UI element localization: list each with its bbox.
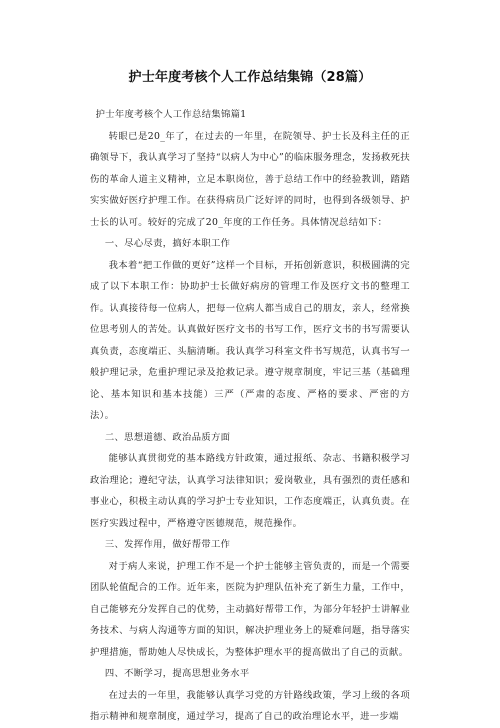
body-paragraph: 对于病人来说，护理工作不是一个护士能够主管负责的，而是一个需要团队轮值配合的工作。近年来，医院为护理队伍补充了新生力量，工作中，自己能够充分发挥自己的优势，主动搞好帮带工作，为部分年轻护士讲解业务技术、与病人沟通等方面的知识，解决护理业务上的疑难问题，指导落实护理措施，帮助她人尽快成长，为整体护理水平的提高做出了自己的贡献。	[90, 560, 410, 658]
document-body	[90, 104, 410, 728]
section-heading: 二、思想道德、政治品质方面	[104, 431, 231, 443]
section-heading: 四、不断学习，提高思想业务水平	[104, 668, 250, 679]
body-paragraph: 在过去的一年里，我能够认真学习党的方针路线政策，学习上级的各项指示精神和规章制度，通过学习，提高了自己的政治理论水平，进一步端	[90, 689, 410, 722]
document-title: 护士年度考核个人工作总结集锦（28篇）	[128, 70, 372, 85]
article-heading: 护士年度考核个人工作总结集锦篇1	[95, 109, 247, 120]
body-paragraph: 转眼已是20_年了，在过去的一年里，在院领导、护士长及科主任的正确领导下，我认真学习了坚持“以病人为中心”的临床服务理念，发扬救死扶伤的革命人道主义精神，立足本职岗位，善于总结工作中的经验教训，踏踏实实做好医疗护理工作。在获得病员广泛好评的同时，也得到各级领导、护士长的认可。较好的完成了20_年度的工作任务。具体情况总结如下：	[90, 130, 410, 228]
body-paragraph: 能够认真贯彻党的基本路线方针政策，通过报纸、杂志、书籍积极学习政治理论；遵纪守法，认真学习法律知识；爱岗敬业，具有强烈的责任感和事业心，积极主动认真的学习护士专业知识，工作态度端正，认真负责。在医疗实践过程中，严格遵守医德规范，规范操作。	[90, 453, 410, 529]
section-heading: 一、尽心尽责，搞好本职工作	[104, 238, 231, 249]
body-paragraph: 我本着“把工作做的更好”这样一个目标，开拓创新意识，积极圆满的完成了以下本职工作：协助护士长做好病房的管理工作及医疗文书的整理工作。认真接待每一位病人，把每一位病人都当成自己的朋友，亲人，经常换位思考别人的苦处。认真做好医疗文书的书写工作，医疗文书的书写需要认真负责，态度端正、头脑清晰。我认真学习科室文件书写规范，认真书写一般护理记录，危重护理记录及抢救记录。遵守规章制度，牢记三基（基础理论、基本知识和基本技能）三严（严肃的态度、严格的要求、严密的方法）。	[90, 259, 410, 421]
section-heading: 三、发挥作用，做好帮带工作	[104, 539, 231, 550]
